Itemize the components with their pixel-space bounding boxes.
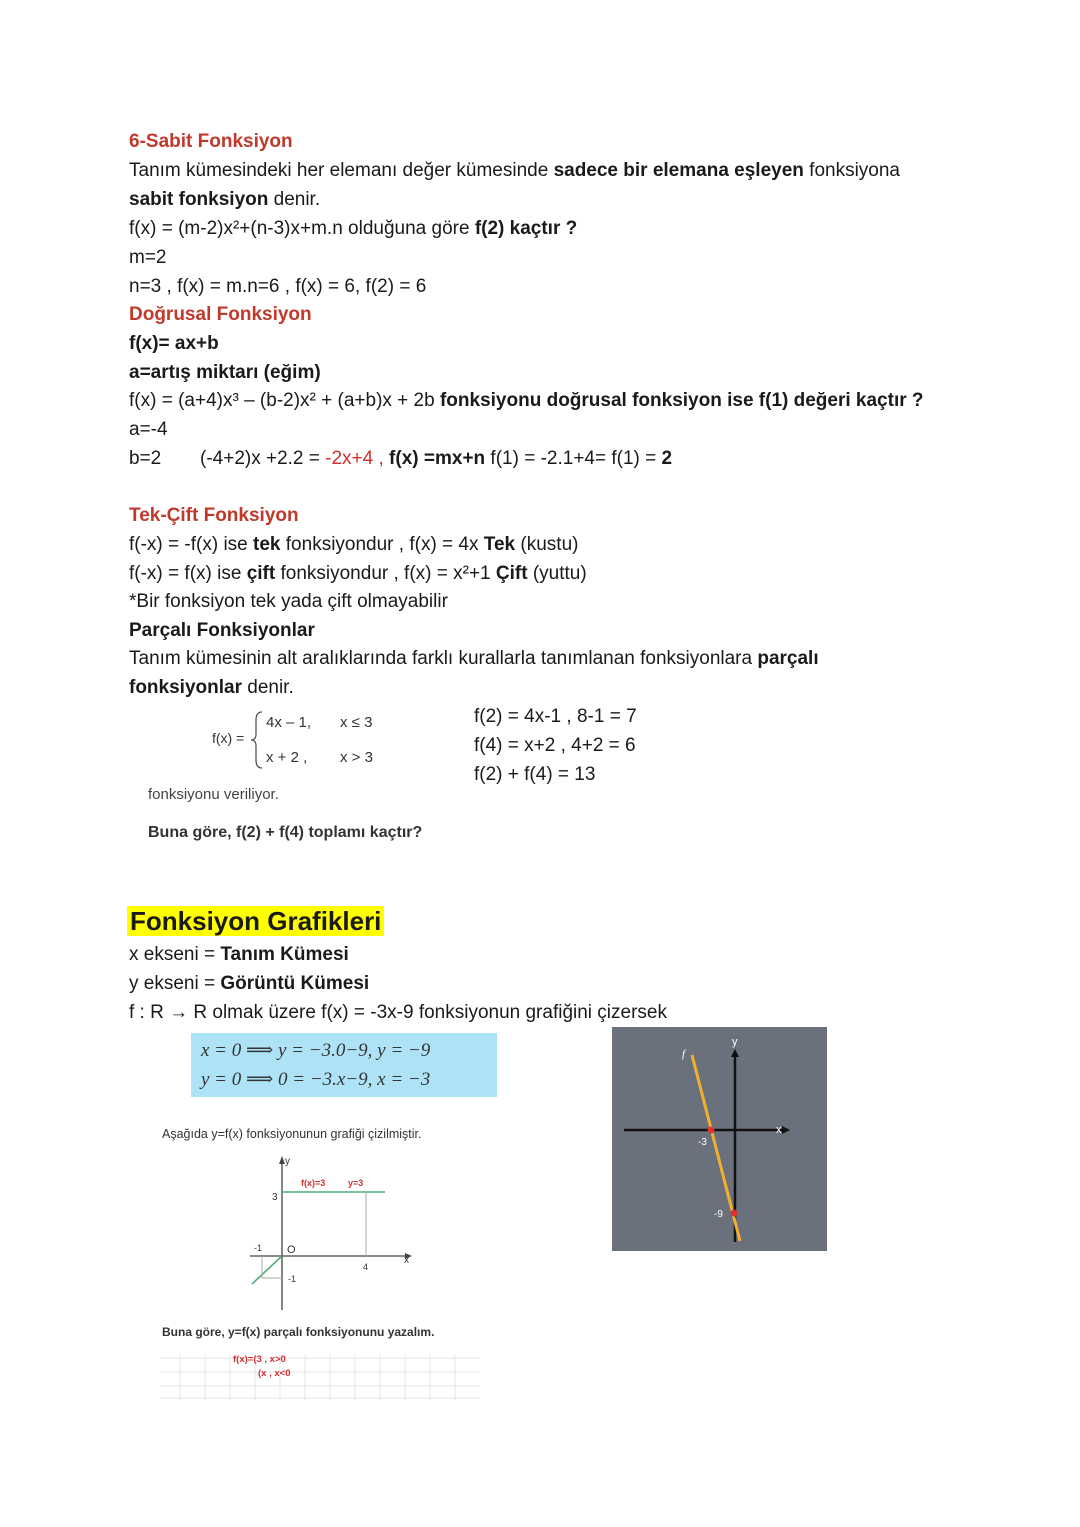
parcali-def2: fonksiyonlar denir.: [129, 677, 294, 698]
svg-text:4: 4: [363, 1262, 369, 1272]
dark-minus9: -9: [714, 1209, 723, 1220]
parcali-solution-3: f(2) + f(4) = 13: [474, 764, 596, 785]
math-line-1: x = 0 ⟹ y = −3.0−9, y = −9: [201, 1040, 431, 1061]
parcali-title: Parçalı Fonksiyonlar: [129, 620, 315, 641]
grafik-title: Fonksiyon Grafikleri: [127, 905, 384, 938]
tekcift-line2: f(-x) = f(x) ise çift fonksiyondur , f(x) = x²+1 Çift (yuttu): [129, 563, 587, 584]
y-intercept-point: [731, 1210, 738, 1217]
sabit-n: n=3 , f(x) = m.n=6 , f(x) = 6, f(2) = 6: [129, 276, 427, 297]
segment-yx: [252, 1256, 282, 1284]
answer-line-1: f(x)=(3 , x>0: [233, 1354, 286, 1365]
dogrusal-title: Doğrusal Fonksiyon: [129, 304, 312, 325]
sabit-def2: sabit fonksiyon denir.: [129, 189, 321, 210]
example-graph: [190, 1150, 430, 1320]
answer-grid: [160, 1354, 480, 1400]
answer-line-2: (x , x<0: [258, 1368, 291, 1379]
dark-x-label: x: [776, 1124, 782, 1136]
dark-minus3: -3: [698, 1137, 707, 1148]
grafik-intro: f : R → R olmak üzere f(x) = -3x-9 fonksiyonun grafiğini çizersek: [129, 1002, 667, 1023]
parcali-solution-1: f(2) = 4x-1 , 8-1 = 7: [474, 706, 637, 727]
dogrusal-solution: (-4+2)x +2.2 = -2x+4 , f(x) =mx+n f(1) = -2.1+4= f(1) = 2: [200, 448, 673, 469]
svg-text:f(x)=3: f(x)=3: [301, 1178, 326, 1188]
dogrusal-a-val: a=-4: [129, 419, 168, 440]
y-axis-def: y ekseni = Görüntü Kümesi: [129, 973, 370, 994]
dogrusal-question: f(x) = (a+4)x³ – (b-2)x² + (a+b)x + 2b fonksiyonu doğrusal fonksiyon ise f(1) değeri kaçtır ?: [129, 390, 924, 411]
parcali-def: Tanım kümesinin alt aralıklarında farklı kurallarla tanımlanan fonksiyonlara parçalı: [129, 648, 819, 669]
x-intercept-point: [708, 1127, 715, 1134]
dogrusal-a-desc: a=artış miktarı (eğim): [129, 362, 321, 383]
sabit-def: Tanım kümesindeki her elemanı değer kümesinde sadece bir elemana eşleyen fonksiyona: [129, 160, 901, 181]
parcali-given: fonksiyonu veriliyor.: [148, 786, 279, 803]
sabit-title: 6-Sabit Fonksiyon: [129, 131, 293, 152]
svg-text:O: O: [287, 1244, 296, 1256]
tekcift-title: Tek-Çift Fonksiyon: [129, 505, 299, 526]
sabit-m: m=2: [129, 247, 167, 268]
svg-text:y: y: [285, 1156, 290, 1167]
dogrusal-formula: f(x)= ax+b: [129, 333, 219, 354]
svg-text:-1: -1: [254, 1243, 263, 1253]
math-line-2: y = 0 ⟹ 0 = −3.x−9, x = −3: [201, 1069, 431, 1090]
svg-text:y=3: y=3: [348, 1178, 364, 1188]
tekcift-note: *Bir fonksiyon tek yada çift olmayabilir: [129, 591, 448, 612]
dark-graph: [612, 1027, 827, 1251]
sabit-question: f(x) = (m-2)x²+(n-3)x+m.n olduğuna göre f(2) kaçtır ?: [129, 218, 578, 239]
tekcift-line1: f(-x) = -f(x) ise tek fonksiyondur , f(x) = 4x Tek (kustu): [129, 534, 579, 555]
parcali-question: Buna göre, f(2) + f(4) toplamı kaçtır?: [148, 824, 423, 841]
svg-text:-1: -1: [288, 1274, 297, 1284]
parcali-solution-2: f(4) = x+2 , 4+2 = 6: [474, 735, 636, 756]
dark-y-label: y: [732, 1036, 738, 1048]
math-box: [191, 1033, 497, 1097]
left-brace: [250, 710, 264, 770]
dark-f-label: f: [682, 1048, 686, 1060]
example-caption: Aşağıda y=f(x) fonksiyonunun grafiği çizilmiştir.: [162, 1127, 422, 1141]
dogrusal-b-val: b=2: [129, 448, 162, 469]
example-question: Buna göre, y=f(x) parçalı fonksiyonunu yazalım.: [162, 1325, 435, 1339]
svg-text:x: x: [404, 1255, 409, 1266]
x-axis-def: x ekseni = Tanım Kümesi: [129, 944, 349, 965]
svg-text:3: 3: [272, 1192, 278, 1203]
